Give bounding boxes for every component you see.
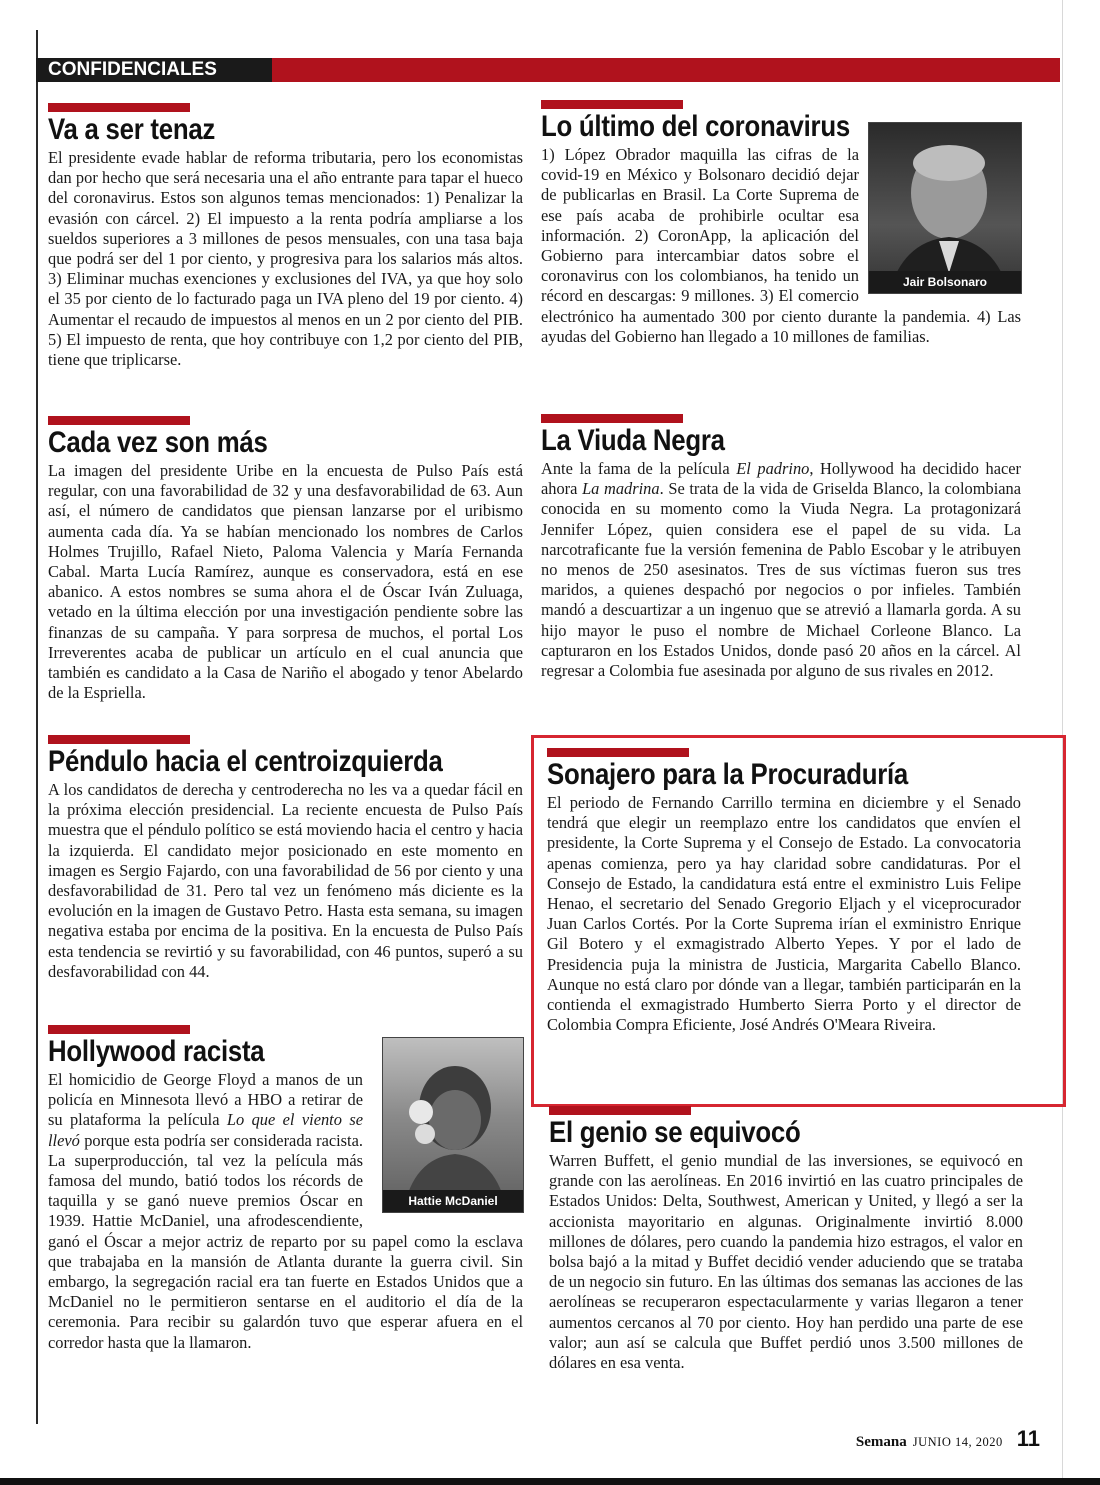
section-label: CONFIDENCIALES — [36, 58, 272, 82]
article-body: El presidente evade hablar de reforma tributaria, pero los economistas dan por hecho que será necesaria una el año entrante para tapar el hueco del coronavirus. Estos son algunos temas mencionados: 1) Penalizar la evasión con cárcel. 2) El impuesto a la renta podría ampliarse a los sueldos superiores a 3 millones de pesos mensuales, con una tasa baja que podrá ser del 1 por ciento, y progresiva para los salarios más altos. 3) Eliminar muchas exenciones y exclusiones del IVA, ya que hoy solo el 35 por ciento de lo facturado paga un IVA pleno del 19 por ciento. 4) Aumentar el recaudo de impuestos al menos en un 2 por ciento del PIB. 5) El impuesto de renta, que hoy contribuye con 1,2 por ciento del PIB, tiene que triplicarse. — [48, 148, 523, 370]
portrait-icon — [383, 1038, 523, 1212]
article-sonajero — [547, 748, 1021, 1035]
article-accent-bar — [48, 416, 190, 425]
article-body: 1) López Obrador maquilla las cifras de la covid-19 en México y Bolsonaro decidió dejar de publicarlas en Brasil. La Corte Suprema de ese país acaba de prohibirle ocultar esa información. 2) CoronApp, la aplicación del Gobierno para intercambiar datos sobre el coronavirus con los colombianos, ha tenido un récord en descargas: 9 millones. 3) El comercio electrónico ha aumentado 300 por ciento durante la pandemia. 4) Las ayudas del Gobierno han llegado a 10 millones de familias. — [541, 145, 1021, 346]
article-accent-bar — [547, 748, 689, 757]
bottom-edge-rule — [0, 1478, 1100, 1485]
article-accent-bar — [541, 414, 683, 423]
article-genio — [549, 1106, 1023, 1373]
article-viuda-negra — [541, 414, 1021, 681]
left-margin-rule — [36, 30, 38, 1424]
photo-caption: Hattie McDaniel — [383, 1190, 523, 1212]
body-text: porque esta podría ser considerada racista. La superproducción, tal vez la película más famosa del mundo, batió todos los récords de taquilla y se ganó nueve premios Óscar en 1939. Hattie McDaniel, una afrodescendiente, ganó el Óscar a mejor actriz de reparto por su papel como la esclava que trabajaba en la mansión de Atlanta durante la guerra civil. Sin embargo, la segregación racial era tan fuerte en Estados Unidos que a McDaniel no le permitieron sentarse en el auditorio el día de la ceremonia. Para recibir su galardón tuvo que esperar afuera en el corredor hasta que la llamaron. — [48, 1130, 523, 1352]
article-title: Péndulo hacia el centroizquierda — [48, 745, 443, 778]
article-pendulo — [48, 735, 523, 982]
article-accent-bar — [541, 100, 683, 109]
portrait-icon — [869, 123, 1021, 293]
article-title: Sonajero para la Procuraduría — [547, 758, 909, 791]
article-body: A los candidatos de derecha y centroderecha no les va a quedar fácil en la próxima elección presidencial. La reciente encuesta de Pulso País muestra que el péndulo político se está moviendo hacia el centro y hacia la izquierda. El candidato mejor posicionado en este momento en imagen es Sergio Fajardo, con una favorabilidad de 56 por ciento y una desfavorabilidad de 31. Pero tal vez un fenómeno más diciente es la evolución en la imagen de Gustavo Petro. Hasta esta semana, su imagen negativa estaba por encima de la positiva. En la encuesta de Pulso País esta tendencia se revirtió y su favorabilidad, con 46 puntos, superó a su desfavorabilidad con 44. — [48, 780, 523, 981]
article-body: Warren Buffett, el genio mundial de las inversiones, se equivocó en grande con las aerolíneas. En 2016 invirtió en las cuatro principales de Estados Unidos: Delta, Southwest, American y United, y llegó a ser la accionista mayoritario en algunas. Originalmente invirtió 8.000 millones de dólares, pero cuando la pandemia hizo estragos, el valor en bolsa bajó a la mitad y Buffet decidió vender aduciendo que se trataba de un negocio sin futuro. En las últimas dos semanas las acciones de las aerolíneas se recuperaron espectacularmente y varias llegaron a tener aumentos cercanos al 70 por ciento. Hoy han perdido una parte de ese valor; aun así se calcula que Buffet perdió unos 3.500 millones de dólares en esa venta. — [549, 1151, 1023, 1373]
article-cada-vez-son-mas — [48, 416, 523, 703]
body-text: . Se trata de la vida de Griselda Blanco, la colombiana conocida en su momento como la Viuda Negra. La protagonizará Jennifer López, quien considera ese el papel de su vida. La narcotraficante fue la versión femenina de Pablo Escobar y le atribuyen no menos de 250 asesinatos. Tres de sus víctimas fueron sus tres maridos, a quienes despachó por negocios o por infieles. También mandó a descuartizar a un ingenuo que se atrevió a llamarla gorda. A su hijo mayor le puso el nombre de Michael Corleone Blanco. La capturaron en los Estados Unidos, donde pasó 20 años en la cárcel. Al regresar a Colombia fue asesinada por alguno de sus rivales en 2012. — [541, 479, 1021, 681]
article-accent-bar — [48, 1025, 190, 1034]
page-number: 11 — [1016, 1426, 1040, 1451]
hattie-mcdaniel-photo — [382, 1037, 524, 1213]
article-title: La Viuda Negra — [541, 424, 725, 457]
article-accent-bar — [549, 1106, 691, 1115]
body-text: , Hollywood ha decidido hacer ahora — [541, 459, 1022, 499]
article-title: Cada vez son más — [48, 426, 268, 459]
film-title: El padrino — [736, 459, 810, 478]
article-va-a-ser-tenaz — [48, 103, 523, 370]
article-body: El periodo de Fernando Carrillo termina en diciembre y el Senado tendrá que elegir un reemplazo entre los candidatos que envíen el presidente, la Corte Suprema y el Consejo de Estado. La convocatoria apenas comienza, pero ya hay claridad sobre candidaturas. Por el Consejo de Estado, la candidatura está entre el exministro Luis Felipe Henao, el secretario del Senado Gregorio Eljach y el viceprocurador Juan Carlos Cortés. Por la Corte Suprema irían el exministro Enrique Gil Botero y el exmagistrado Alberto Yepes. Y por el lado de Presidencia puja la ministra de Justicia, Margarita Cabello Blanco. Aunque no está claro por dónde van a llegar, también participarán en la contienda el exmagistrado Humberto Sierra Porto y el director de Colombia Compra Eficiente, José Andrés O'Meara Riveira. — [547, 793, 1021, 1035]
article-accent-bar — [48, 735, 190, 744]
magazine-brand: Semana — [855, 1434, 907, 1450]
article-accent-bar — [48, 103, 190, 112]
article-title: El genio se equivocó — [549, 1116, 801, 1149]
film-title: Lo que el viento se llevó — [48, 1110, 363, 1150]
article-title: Va a ser tenaz — [48, 113, 216, 146]
issue-date: JUNIO 14, 2020 — [912, 1435, 1003, 1449]
body-text: Ante la fama de la película — [541, 459, 737, 478]
article-title: Hollywood racista — [48, 1035, 265, 1068]
article-body: La imagen del presidente Uribe en la encuesta de Pulso País está regular, con una favorabilidad de 32 y una desfavorabilidad de 63. Aun así, el número de candidatos que piensan lanzarse por el uribismo aumenta cada día. Ya se habían mencionado los nombres de Carlos Holmes Trujillo, Rafael Nieto, Paloma Valencia y María Fernanda Cabal. Marta Lucía Ramírez, aunque es conservadora, está en ese abanico. A estos nombres se suma ahora el de Óscar Iván Zuluaga, vetado en la última elección por una investigación pendiente sobre las finanzas de su campaña. Y para sorpresa de muchos, el portal Los Irreverentes acaba de publicar un artículo en el cual anuncia que también es candidato a la Casa de Nariño el abogado y tenor Abelardo de la Espriella. — [48, 461, 523, 703]
page-footer — [856, 1426, 1040, 1452]
article-title: Lo último del coronavirus — [541, 110, 850, 143]
photo-caption: Jair Bolsonaro — [869, 271, 1021, 293]
body-text: El homicidio de George Floyd a manos de un policía en Minnesota llevó a HBO a retirar de su plataforma la película — [48, 1070, 363, 1130]
film-title: La madrina — [582, 479, 660, 499]
jair-bolsonaro-photo — [868, 122, 1022, 294]
article-body — [541, 459, 1021, 681]
